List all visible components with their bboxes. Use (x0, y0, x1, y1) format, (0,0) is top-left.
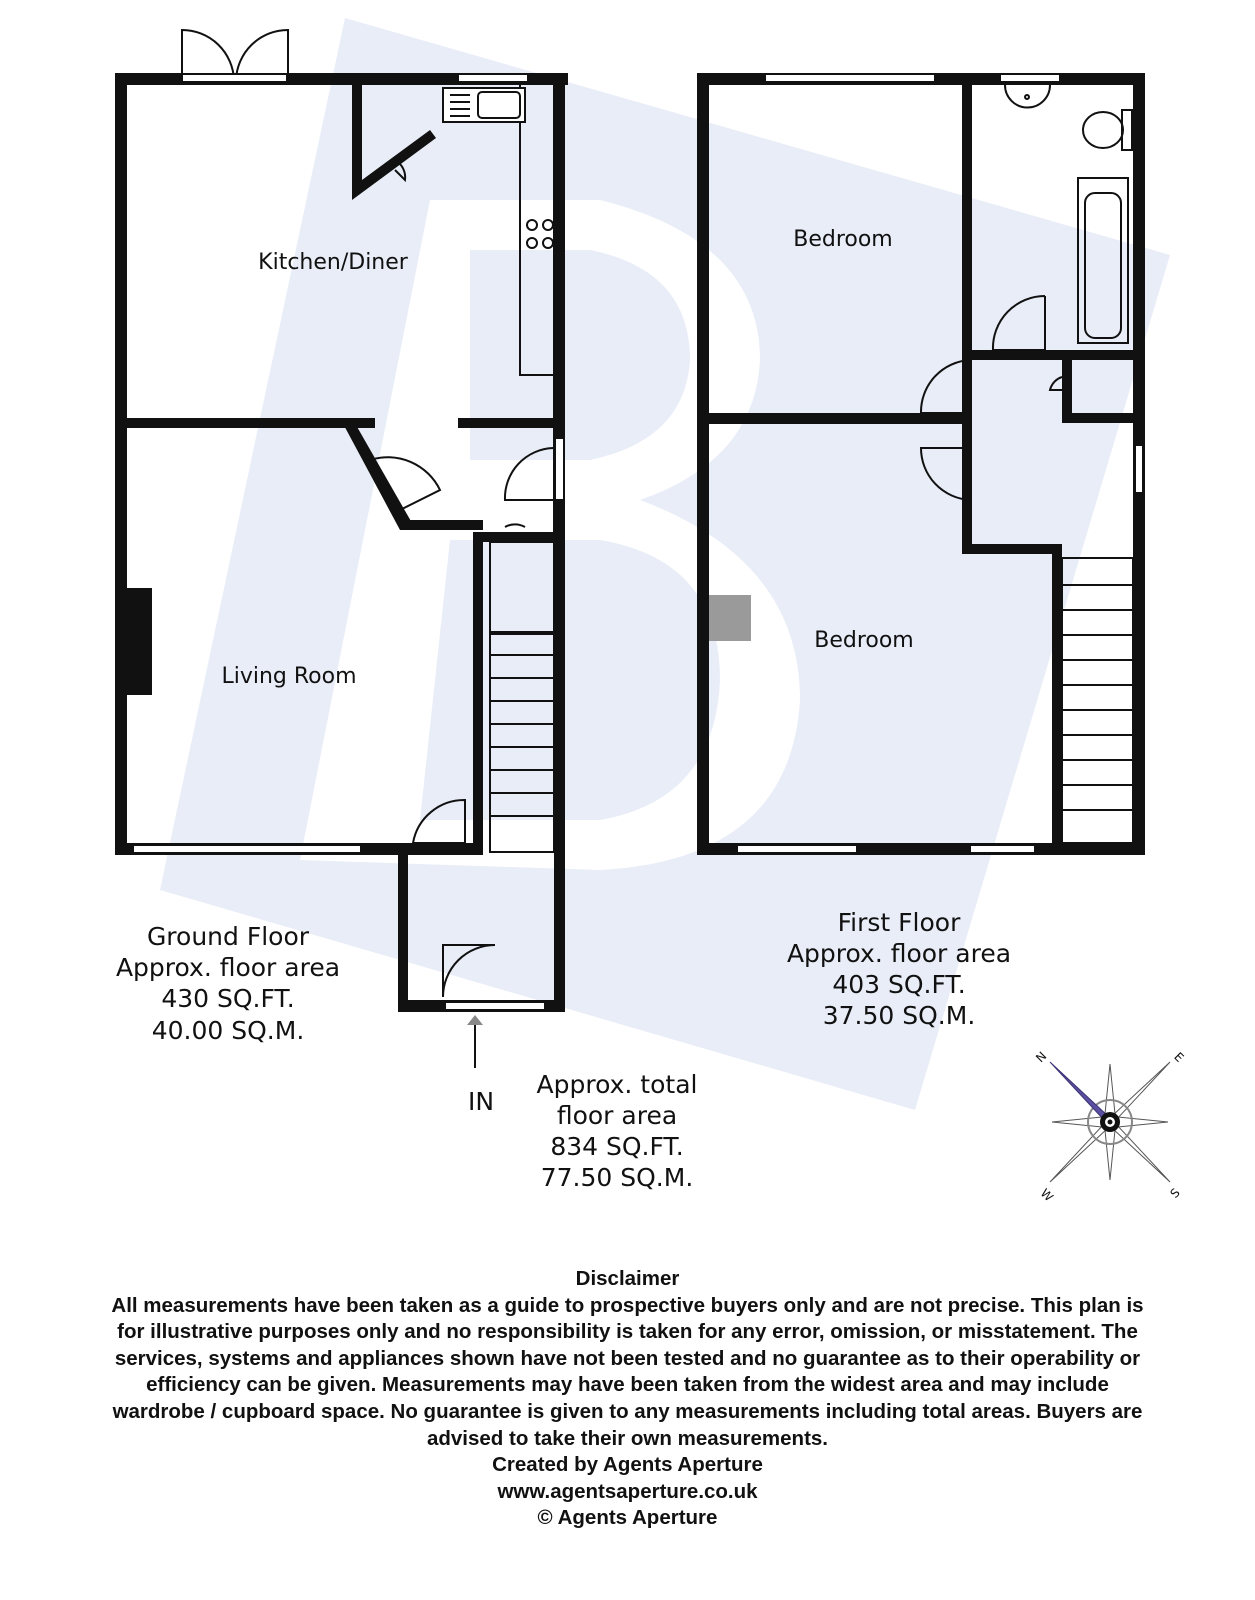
svg-text:77.50 SQ.M.: 77.50 SQ.M. (540, 1163, 694, 1192)
svg-text:W: W (1037, 1186, 1056, 1205)
svg-text:E: E (1171, 1049, 1187, 1065)
svg-text:First Floor: First Floor (837, 908, 961, 937)
compass-rose-icon (1033, 1049, 1186, 1204)
copyright-line: © Agents Aperture (537, 1506, 718, 1530)
disclaimer-line: efficiency can be given. Measurements may have been taken from the widest area and may include (146, 1373, 1109, 1397)
svg-text:Ground Floor: Ground Floor (146, 922, 310, 951)
disclaimer-line: services, systems and appliances shown have not been tested and no guarantee as to their operability or (114, 1346, 1141, 1370)
disclaimer (20, 1266, 1235, 1532)
room-label-living-room: Living Room (221, 664, 357, 689)
room-label-bedroom-1: Bedroom (793, 227, 893, 252)
svg-text:37.50 SQ.M.: 37.50 SQ.M. (822, 1001, 976, 1030)
entrance-arrow-icon (467, 1015, 483, 1025)
svg-text:403 SQ.FT.: 403 SQ.FT. (832, 970, 966, 999)
watermark-logo (160, 18, 1170, 1110)
total-area (537, 1070, 698, 1192)
credit-line: Created by Agents Aperture (492, 1453, 763, 1477)
svg-text:430 SQ.FT.: 430 SQ.FT. (161, 984, 295, 1013)
disclaimer-line: advised to take their own measurements. (426, 1426, 829, 1450)
svg-text:Approx. floor area: Approx. floor area (115, 953, 341, 982)
disclaimer-line: All measurements have been taken as a guide to prospective buyers only and are not precise. This plan is (111, 1293, 1144, 1317)
svg-text:Approx. floor area: Approx. floor area (786, 939, 1012, 968)
svg-text:N: N (1033, 1049, 1050, 1066)
svg-text:floor area: floor area (556, 1101, 678, 1130)
svg-text:S: S (1167, 1185, 1183, 1201)
ground-floor-area (116, 922, 340, 1045)
entrance-label: IN (467, 1087, 495, 1116)
disclaimer-title: Disclaimer (575, 1267, 680, 1290)
room-label-kitchen-diner: Kitchen/Diner (258, 250, 408, 275)
disclaimer-line: for illustrative purposes only and no responsibility is taken for any error, omission, or misstatement. The (117, 1320, 1138, 1344)
disclaimer-line: wardrobe / cupboard space. No guarantee is given to any measurements including total areas. Buyers are (112, 1399, 1143, 1423)
website-link[interactable]: www.agentsaperture.co.uk (497, 1479, 758, 1503)
room-label-bedroom-2: Bedroom (814, 628, 914, 653)
svg-text:Approx. total: Approx. total (536, 1070, 698, 1099)
svg-text:834 SQ.FT.: 834 SQ.FT. (550, 1132, 684, 1161)
svg-text:40.00 SQ.M.: 40.00 SQ.M. (151, 1016, 305, 1045)
